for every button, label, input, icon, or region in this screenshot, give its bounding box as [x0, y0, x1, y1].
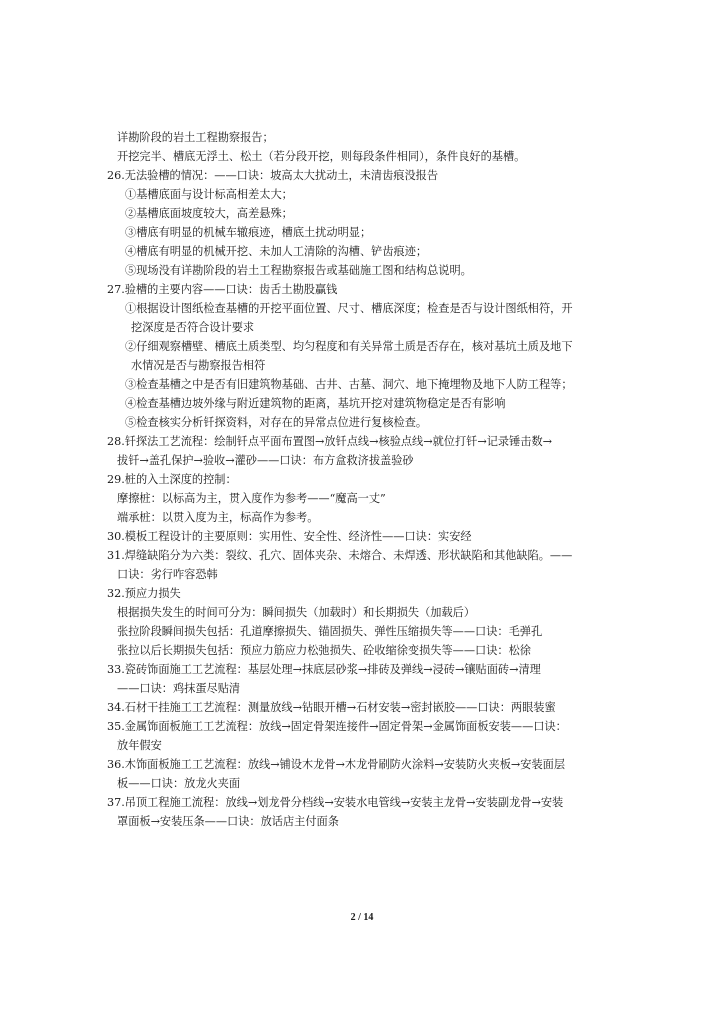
heading-item-33: 33.瓷砖饰面施工工艺流程：基层处理→抹底层砂浆→排砖及弹线→浸砖→镶贴面砖→清理 [107, 663, 541, 676]
heading-item-36: 36.木饰面板施工工艺流程：放线→铺设木龙骨→木龙骨刷防火涂料→安装防火夹板→安装面层 [107, 758, 566, 771]
text-line: 板——口诀：放龙火夹面 [117, 777, 241, 790]
page-number: 2 / 14 [350, 912, 374, 923]
text-line: ——口诀：鸡抹蛋尽贴清 [117, 682, 241, 695]
heading-item-27: 27.验槽的主要内容——口诀：齿舌土勘股贏钱 [107, 283, 338, 296]
list-item: ②仔细观察槽壁、槽底土质类型、均匀程度和有关异常土质是否存在，核对基坑土质及地下 [125, 340, 573, 353]
text-line: 放年假安 [117, 739, 162, 752]
list-item: ③检查基槽之中是否有旧建筑物基础、古井、古墓、洞穴、地下掩埋物及地下人防工程等； [125, 378, 573, 391]
list-item-continuation: 水情况是否与勘察报告相符 [131, 359, 266, 372]
list-item: ①基槽底面与设计标高相差太大； [125, 188, 293, 201]
text-line: 详勘阶段的岩土工程勘察报告； [117, 131, 274, 144]
text-line: 摩擦桩：以标高为主，贯入度作为参考——“魔高一丈” [117, 492, 386, 505]
list-item: ④槽底有明显的机械开挖、未加人工清除的沟槽、铲齿痕迹； [125, 245, 428, 258]
text-line: 端承桩：以贯入度为主，标高作为参考。 [117, 511, 319, 524]
list-item-continuation: 挖深度是否符合设计要求 [131, 321, 255, 334]
page-body [107, 128, 627, 831]
list-item: ④检查基槽边坡外缘与附近建筑物的距离，基坑开挖对建筑物稳定是否有影响 [125, 397, 506, 410]
list-item: ③槽底有明显的机械车辙痕迹，槽底土扰动明显； [125, 226, 372, 239]
heading-item-26: 26.无法验槽的情况：——口诀：坡高太大扰动土，未清齿痕没报告 [107, 169, 439, 182]
heading-item-35: 35.金属饰面板施工工艺流程：放线→固定骨架连接件→固定骨架→金属饰面板安装——口诀： [107, 720, 567, 733]
heading-item-32: 32.预应力损失 [107, 587, 181, 600]
text-line: 口诀：劣行咋容恐韩 [117, 568, 218, 581]
text-line: 张拉以后长期损失包括：预应力筋应力松弛损失、砼收缩徐变损失等——口诀：松徐 [117, 644, 531, 657]
heading-item-28: 28.钎探法工艺流程：绘制钎点平面布置图→放钎点线→核验点线→就位打钎→记录锤击数→ [107, 435, 553, 448]
list-item: ⑤现场没有详勘阶段的岩土工程勘察报告或基础施工图和结构总说明。 [125, 264, 472, 277]
text-line: 根据损失发生的时间可分为：瞬间损失（加载时）和长期损失（加载后） [117, 606, 476, 619]
heading-item-29: 29.桩的入土深度的控制： [107, 473, 237, 486]
heading-item-37: 37.吊顶工程施工流程：放线→划龙骨分档线→安装水电管线→安装主龙骨→安装副龙骨→安装 [107, 796, 564, 809]
text-line: 开挖完半、槽底无浮土、松土（若分段开挖，则每段条件相同），条件良好的基槽。 [117, 150, 526, 163]
heading-item-31: 31.焊缝缺陷分为六类：裂纹、孔穴、固体夹杂、未熔合、未焊透、形状缺陷和其他缺陷。—— [107, 549, 573, 562]
list-item: ⑤检查核实分析钎探资料，对存在的异常点位进行复核检查。 [125, 416, 428, 429]
text-line: 拔钎→盖孔保护→验收→灌砂——口诀：布方盒救济拔盖验砂 [117, 454, 414, 467]
text-line: 罩面板→安装压条——口诀：放话店主付面条 [117, 815, 339, 828]
text-line: 张拉阶段瞬间损失包括：孔道摩擦损失、锚固损失、弹性压缩损失等——口诀：毛弹孔 [117, 625, 543, 638]
heading-item-30: 30.模板工程设计的主要原则：实用性、安全性、经济性——口诀：实安经 [107, 530, 472, 543]
heading-item-34: 34.石材干挂施工工艺流程：测量放线→钻眼开槽→石材安装→密封嵌胶——口诀：两眼装蜜 [107, 701, 556, 714]
list-item: ①根据设计图纸检查基槽的开挖平面位置、尺寸、槽底深度；检查是否与设计图纸相符，开 [125, 302, 573, 315]
list-item: ②基槽底面坡度较大，高差悬殊； [125, 207, 293, 220]
